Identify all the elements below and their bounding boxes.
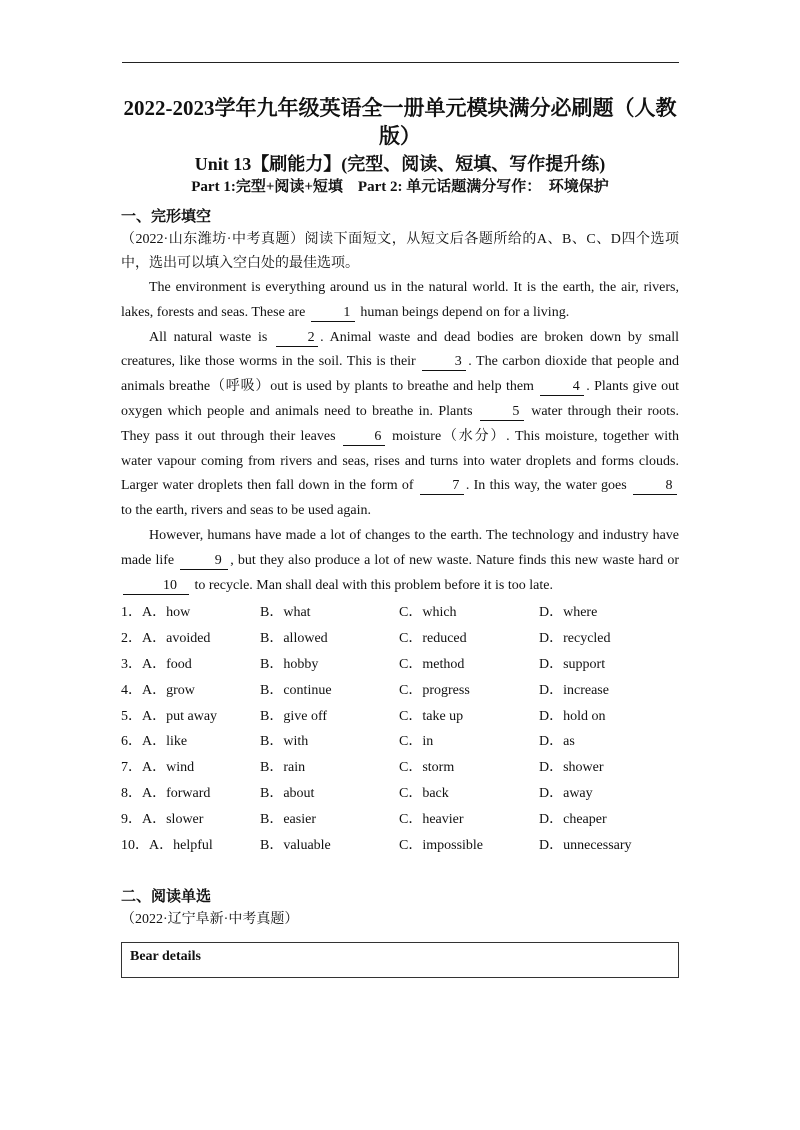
- answer-options: [121, 600, 679, 858]
- blank-9: 9: [180, 553, 228, 570]
- parts-line: Part 1:完型+阅读+短填 Part 2: 单元话题满分写作： 环境保护: [191, 179, 609, 195]
- option-row: 9．A．slower B．easier C．heavier D．cheaper: [121, 811, 607, 827]
- cloze-passage: [121, 276, 679, 598]
- option-row: 10．A．helpful B．valuable C．impossible D．unnecessary: [121, 837, 632, 853]
- blank-2: 2: [276, 330, 318, 347]
- section1-heading: 一、完形填空: [121, 209, 212, 225]
- option-row: 5．A．put away B．give off C．take up D．hold on: [121, 708, 606, 724]
- table-header: Bear details: [130, 949, 201, 965]
- option-row: 6．A．like B．with C．in D．as: [121, 734, 575, 750]
- blank-4: 4: [540, 379, 584, 396]
- section2-source: （2022·辽宁阜新·中考真题）: [121, 912, 299, 928]
- unit-subtitle: Unit 13【刷能力】(完型、阅读、短填、写作提升练): [194, 154, 606, 174]
- blank-1: 1: [311, 305, 355, 322]
- title-block: [110, 94, 690, 197]
- option-row: 2．A．avoided B．allowed C．reduced D．recycled: [121, 631, 611, 647]
- section2: [121, 886, 679, 978]
- header-rule: [122, 62, 679, 63]
- document-title: [110, 94, 690, 150]
- section1-source: （2022·山东潍坊·中考真题）阅读下面短文，从短文后各题所给的A、B、C、D四个选项中，选出可以填入空白处的最佳选项。: [121, 232, 679, 271]
- section2-heading: 二、阅读单选: [121, 889, 212, 906]
- option-row: 8．A．forward B．about C．back D．away: [121, 785, 593, 801]
- document-body: [121, 206, 679, 978]
- option-row: 4．A．grow B．continue C．progress D．increase: [121, 682, 609, 698]
- passage-paragraph-1: The environment is everything around us in the natural world. It is the earth, the air, rivers, lakes, forests and seas. These are 1 human beings depend on for a living.: [121, 280, 679, 320]
- blank-3: 3: [422, 354, 466, 371]
- passage-paragraph-2: All natural waste is 2 . Animal waste and dead bodies are broken down by small creatures, like those worms in the soil. This is their 3 . The carbon dioxide that people and animals breathe（呼吸）out is used by plants to breathe and help them 4 . Plants give out oxygen which people and animals need to breathe in. Plants 5 water through their roots. They pass it out through their leaves 6 moisture（水分）. This moisture, together with water vapour coming from rivers and seas, rises and turns into water droplets and forms clouds. Larger water droplets then fall down in the form of 7 . In this way, the water goes 8 to the earth, rivers and seas to be used again.: [121, 329, 680, 519]
- option-row: 1．A．how B．what C．which D．where: [121, 605, 598, 621]
- blank-6: 6: [343, 429, 385, 446]
- option-row: 7．A．wind B．rain C．storm D．shower: [121, 760, 604, 776]
- blank-8: 8: [633, 478, 677, 495]
- blank-10: 10: [123, 578, 189, 595]
- bear-details-table: [121, 942, 679, 978]
- blank-7: 7: [420, 478, 464, 495]
- title-line-2: 版）: [379, 124, 421, 148]
- passage-paragraph-3: However, humans have made a lot of changes to the earth. The technology and industry have made life 9 , but they also produce a lot of new waste. Nature finds this new waste hard or 10 to recycle. Man shall deal with this problem before it is too late.: [121, 527, 680, 593]
- option-row: 3．A．food B．hobby C．method D．support: [121, 656, 606, 672]
- title-line-1: 2022-2023学年九年级英语全一册单元模块满分必刷题（人教: [123, 96, 677, 120]
- blank-5: 5: [480, 404, 524, 421]
